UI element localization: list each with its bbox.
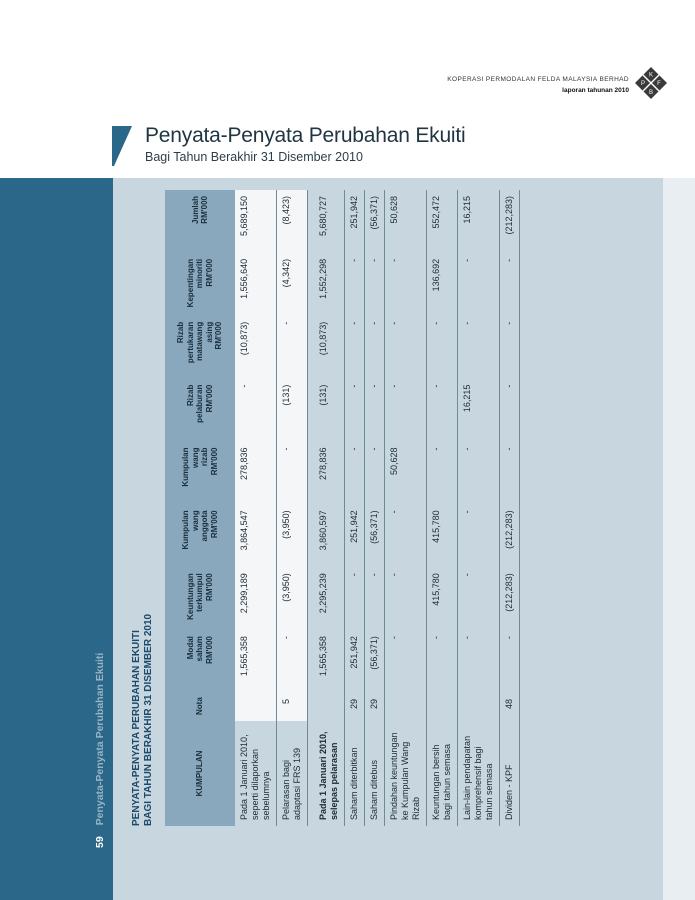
cell-rizab-pelaburan: - (426, 379, 457, 442)
cell-kumpulan-wang-anggota: 251,942 (344, 504, 364, 567)
header-kepentingan-minoriti: Kepentingan minoriti RM'000 (165, 253, 235, 316)
header-rizab-pelaburan: Rizab pelaburan RM'000 (165, 379, 235, 442)
cell-kumpulan-wang-rizab: - (457, 442, 499, 505)
cell-kumpulan-wang-anggota: - (457, 504, 499, 567)
cell-rizab-pelaburan: - (235, 379, 277, 442)
cell-rizab-pertukaran: - (457, 316, 499, 379)
logo-letter-bottom: B (648, 90, 654, 96)
table-row (457, 190, 499, 826)
report-name: laporan tahunan 2010 (562, 87, 629, 94)
cell-kumpulan-wang-rizab: 278,836 (314, 442, 345, 505)
row-label: Lain-lain pendapatan komprehensif bagi tahun semasa (457, 721, 499, 826)
cell-rizab-pertukaran: - (277, 316, 308, 379)
cell-jumlah: (8,423) (277, 190, 308, 253)
logo-letter-left: P (640, 81, 646, 87)
cell-jumlah: 16,215 (457, 190, 499, 253)
cell-kumpulan-wang-anggota: 3,864,547 (235, 504, 277, 567)
cell-rizab-pelaburan: - (384, 379, 426, 442)
cell-kepentingan-minoriti: 1,556,640 (235, 253, 277, 316)
cell-kepentingan-minoriti: - (457, 253, 499, 316)
row-nota (457, 693, 499, 721)
cell-kumpulan-wang-rizab: - (426, 442, 457, 505)
row-nota (426, 693, 457, 721)
cell-keuntungan-terkumpul: 415,780 (426, 567, 457, 630)
page-title: Penyata-Penyata Perubahan Ekuiti (145, 124, 466, 147)
cell-keuntungan-terkumpul: - (457, 567, 499, 630)
row-nota: 29 (344, 693, 364, 721)
sidebar-label (94, 653, 106, 848)
row-nota (384, 693, 426, 721)
cell-rizab-pertukaran: (10,873) (235, 316, 277, 379)
cell-rizab-pertukaran: - (364, 316, 384, 379)
cell-keuntungan-terkumpul: (3,950) (277, 567, 308, 630)
header-kumpulan-wang-rizab: Kumpulan wang rizab RM'000 (165, 442, 235, 505)
cell-kepentingan-minoriti: - (384, 253, 426, 316)
cell-kepentingan-minoriti: 136,692 (426, 253, 457, 316)
cell-rizab-pelaburan: 16,215 (457, 379, 499, 442)
cell-rizab-pelaburan: (131) (314, 379, 345, 442)
header-kumpulan: KUMPULAN (165, 721, 235, 826)
cell-jumlah: (212,283) (499, 190, 519, 253)
table-row (314, 190, 345, 826)
cell-jumlah: 251,942 (344, 190, 364, 253)
cell-keuntungan-terkumpul: 2,295,239 (314, 567, 345, 630)
cell-kumpulan-wang-anggota: 415,780 (426, 504, 457, 567)
row-label: Pindahan keuntungan ke Kumpulan Wang Rizab (384, 721, 426, 826)
cell-modal-saham: - (384, 630, 426, 693)
cell-kumpulan-wang-rizab: - (364, 442, 384, 505)
organization-name: KOPERASI PERMODALAN FELDA MALAYSIA BERHAD (447, 76, 629, 83)
page-subtitle: Bagi Tahun Berakhir 31 Disember 2010 (145, 150, 363, 164)
table-row (384, 190, 426, 826)
statement-period: BAGI TAHUN BERAKHIR 31 DISEMBER 2010 (143, 613, 154, 826)
cell-kumpulan-wang-anggota: (212,283) (499, 504, 519, 567)
cell-modal-saham: 251,942 (344, 630, 364, 693)
cell-modal-saham: - (457, 630, 499, 693)
rotated-statement (125, 186, 665, 826)
cell-modal-saham: - (499, 630, 519, 693)
cell-kumpulan-wang-rizab: - (344, 442, 364, 505)
sidebar-section-name: Penyata-Penyata Perubahan Ekuiti (94, 652, 106, 826)
row-label: Keuntungan bersih bagi tahun semasa (426, 721, 457, 826)
cell-modal-saham: 1,565,358 (235, 630, 277, 693)
header-kumpulan-wang-anggota: Kumpulan wang anggota RM'000 (165, 504, 235, 567)
cell-kumpulan-wang-anggota: - (384, 504, 426, 567)
page-number: 59 (94, 836, 106, 848)
row-nota: 48 (499, 693, 519, 721)
logo-letter-top: K (648, 72, 654, 79)
cell-kumpulan-wang-rizab: - (499, 442, 519, 505)
table-row (499, 190, 519, 826)
cell-kepentingan-minoriti: - (499, 253, 519, 316)
cell-modal-saham: 1,565,358 (314, 630, 345, 693)
cell-rizab-pelaburan: (131) (277, 379, 308, 442)
row-nota (235, 693, 277, 721)
cell-jumlah: 5,680,727 (314, 190, 345, 253)
table-row (344, 190, 364, 826)
kpf-logo-icon (634, 66, 668, 100)
cell-rizab-pelaburan: - (364, 379, 384, 442)
cell-kumpulan-wang-anggota: 3,860,597 (314, 504, 345, 567)
cell-modal-saham: - (277, 630, 308, 693)
cell-jumlah: (56,371) (364, 190, 384, 253)
title-flag-icon (112, 126, 132, 166)
cell-jumlah: 50,628 (384, 190, 426, 253)
cell-kumpulan-wang-rizab: 50,628 (384, 442, 426, 505)
equity-table (165, 190, 520, 826)
cell-keuntungan-terkumpul: - (364, 567, 384, 630)
cell-kumpulan-wang-anggota: (3,950) (277, 504, 308, 567)
row-nota: 5 (277, 693, 308, 721)
statement-title: PENYATA-PENYATA PERUBAHAN EKUITI (131, 630, 142, 826)
table-row (426, 190, 457, 826)
table-row (364, 190, 384, 826)
logo-letter-right: F (657, 81, 661, 87)
cell-modal-saham: (56,371) (364, 630, 384, 693)
header-keuntungan-terkumpul: Keuntungan terkumpul RM'000 (165, 567, 235, 630)
row-nota: 29 (364, 693, 384, 721)
table-row (277, 190, 308, 826)
cell-kumpulan-wang-rizab: - (277, 442, 308, 505)
row-label: Saham diterbitkan (344, 721, 364, 826)
cell-kepentingan-minoriti: (4,342) (277, 253, 308, 316)
header-modal-saham: Modal saham RM'000 (165, 630, 235, 693)
cell-modal-saham: - (426, 630, 457, 693)
cell-rizab-pertukaran: (10,873) (314, 316, 345, 379)
cell-rizab-pertukaran: - (344, 316, 364, 379)
cell-rizab-pertukaran: - (384, 316, 426, 379)
row-label: Pada 1 Januari 2010, seperti dilaporkan sebelumnya (235, 721, 277, 826)
cell-kepentingan-minoriti: - (364, 253, 384, 316)
row-label: Dividen - KPF (499, 721, 519, 826)
row-label: Pelarasan bagi adaptasi FRS 139 (277, 721, 308, 826)
cell-kepentingan-minoriti: - (344, 253, 364, 316)
header-jumlah: Jumlah RM'000 (165, 190, 235, 253)
cell-rizab-pelaburan: - (344, 379, 364, 442)
cell-rizab-pertukaran: - (499, 316, 519, 379)
cell-rizab-pertukaran: - (426, 316, 457, 379)
cell-keuntungan-terkumpul: - (384, 567, 426, 630)
header-rizab-pertukaran: Rizab pertukaran matawang asing RM'000 (165, 316, 235, 379)
cell-rizab-pelaburan: - (499, 379, 519, 442)
cell-kumpulan-wang-rizab: 278,836 (235, 442, 277, 505)
header-nota: Nota (165, 693, 235, 721)
cell-kumpulan-wang-anggota: (56,371) (364, 504, 384, 567)
cell-keuntungan-terkumpul: - (344, 567, 364, 630)
row-label: Pada 1 Januari 2010, selepas pelarasan (314, 721, 345, 826)
cell-jumlah: 552,472 (426, 190, 457, 253)
cell-keuntungan-terkumpul: (212,283) (499, 567, 519, 630)
cell-keuntungan-terkumpul: 2,299,189 (235, 567, 277, 630)
row-label: Saham ditebus (364, 721, 384, 826)
header-area (0, 0, 695, 178)
cell-jumlah: 5,689,150 (235, 190, 277, 253)
table-row (235, 190, 277, 826)
table-header-row (165, 190, 235, 826)
cell-kepentingan-minoriti: 1,552,298 (314, 253, 345, 316)
row-nota (314, 693, 345, 721)
